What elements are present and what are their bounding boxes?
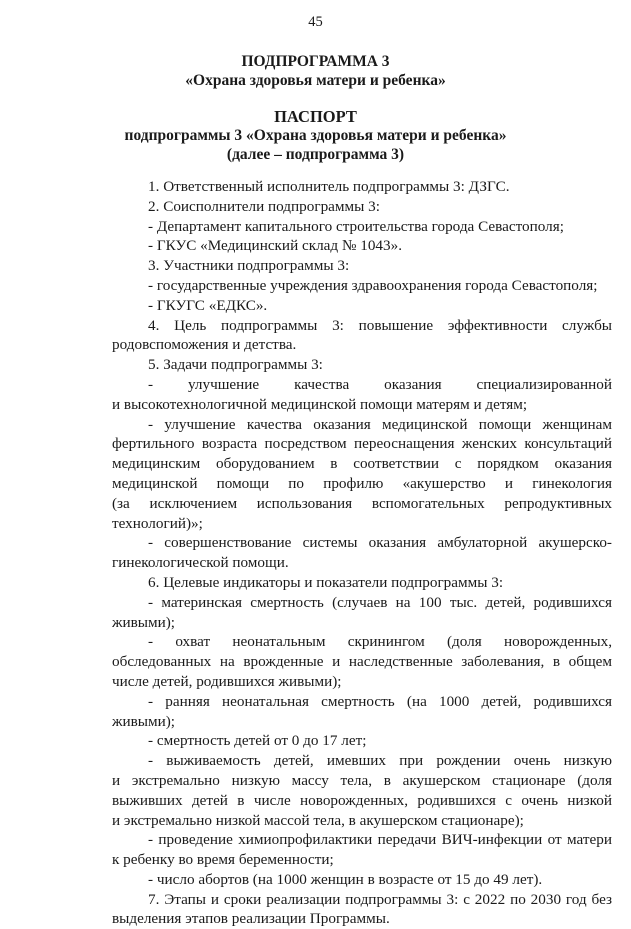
text-line: и экстремально низкой массой тела, в акушерском стационаре); <box>112 811 524 829</box>
passport-subtitle: подпрограммы 3 «Охрана здоровья матери и ребенка» <box>124 127 507 144</box>
text-line: - смертность детей от 0 до 17 лет; <box>148 732 367 750</box>
text-line: (за исключением использования вспомогательных репродуктивных <box>112 494 612 512</box>
text-line: - проведение химиопрофилактики передачи ВИЧ-инфекции от матери <box>148 831 612 849</box>
text-line: - ГКУГС «ЕДКС». <box>148 296 268 314</box>
subprogram-name: «Охрана здоровья матери и ребенка» <box>185 72 446 89</box>
text-line: - Департамент капитального строительства города Севастополя; <box>148 217 564 235</box>
text-line: фертильного возраста посредством переоснащения женских консультаций <box>112 435 612 453</box>
text-line: - улучшение качества оказания специализированной <box>148 375 612 393</box>
text-line: и экстремально низкую массу тела, в акушерском стационаре (доля <box>112 771 612 789</box>
text-line: родовспоможения и детства. <box>112 336 297 354</box>
text-line: обследованных на врожденные и наследственные заболевания, в общем <box>112 653 612 671</box>
text-line: - выживаемость детей, имевших при рождении очень низкую <box>148 752 612 770</box>
text-line: гинекологической помощи. <box>112 554 289 572</box>
passport-title: ПАСПОРТ <box>274 107 357 126</box>
text-line: живыми); <box>112 712 176 730</box>
text-line: числе детей, родившихся живыми); <box>112 672 342 690</box>
text-line: медицинской помощи по профилю «акушерство и гинекология <box>112 474 612 492</box>
text-line: 6. Целевые индикаторы и показатели подпрограммы 3: <box>148 573 504 591</box>
text-line: выделения этапов реализации Программы. <box>112 910 390 928</box>
text-line: 7. Этапы и сроки реализации подпрограммы 3: с 2022 по 2030 год без <box>148 890 612 908</box>
page-number: 45 <box>308 14 323 30</box>
passport-abbreviation: (далее – подпрограмма 3) <box>226 146 405 163</box>
text-line: - государственные учреждения здравоохранения города Севастополя; <box>148 276 598 294</box>
text-line: и высокотехнологичной медицинской помощи матерям и детям; <box>112 395 528 413</box>
text-line: 5. Задачи подпрограммы 3: <box>148 356 323 374</box>
passport-body <box>112 177 612 929</box>
text-line: - число абортов (на 1000 женщин в возрасте от 15 до 49 лет). <box>148 870 543 888</box>
text-line: 3. Участники подпрограммы 3: <box>148 257 350 275</box>
text-line: технологий)»; <box>112 514 203 532</box>
text-line: 4. Цель подпрограммы 3: повышение эффективности службы <box>148 316 612 334</box>
text-line: 2. Соисполнители подпрограммы 3: <box>148 197 380 215</box>
text-line: к ребенку во время беременности; <box>112 851 334 869</box>
text-line: - материнская смертность (случаев на 100 тыс. детей, родившихся <box>148 593 612 611</box>
text-line: живыми); <box>112 613 176 631</box>
text-line: - ГКУС «Медицинский склад № 1043». <box>148 237 403 255</box>
text-line: - улучшение качества оказания медицинской помощи женщинам <box>148 415 612 433</box>
text-line: медицинским оборудованием в соответствии с порядком оказания <box>112 455 612 473</box>
text-line: 1. Ответственный исполнитель подпрограммы 3: ДЗГС. <box>148 178 510 195</box>
text-line: выживших детей в числе новорожденных, родившихся с очень низкой <box>112 791 612 809</box>
text-line: - совершенствование системы оказания амбулаторной акушерско- <box>148 534 612 552</box>
subprogram-title: ПОДПРОГРАММА 3 <box>241 53 390 70</box>
text-line: - охват неонатальным скринингом (доля новорожденных, <box>148 633 612 651</box>
text-line: - ранняя неонатальная смертность (на 1000 детей, родившихся <box>148 692 612 710</box>
